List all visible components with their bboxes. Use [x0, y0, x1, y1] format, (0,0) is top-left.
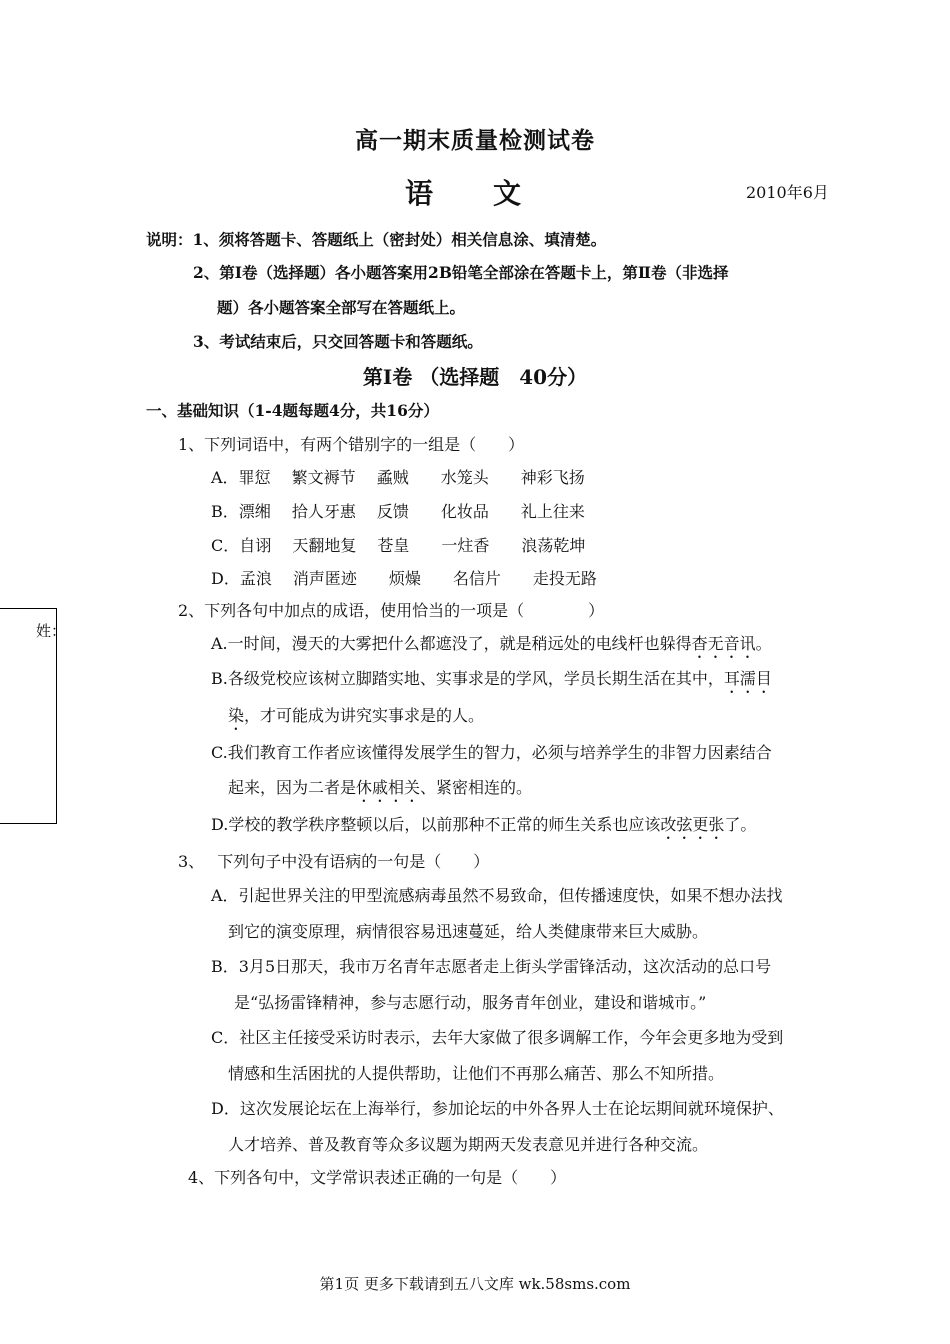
q1-stem: 1、下列词语中，有两个错别字的一组是（ ）	[178, 435, 525, 454]
q1-option-b: B．漂缃 拾人牙惠 反馈 化妆品 礼上往来	[211, 502, 585, 521]
q2-option-c-line2: 起来，因为二者是休戚相关、紧密相连的。	[228, 778, 533, 797]
instructions-line-1: 说明：1、须将答题卡、答题纸上（密封处）相关信息涂、填清楚。	[146, 230, 607, 249]
q3-option-b-line1: B．3月5日那天，我市万名青年志愿者走上街头学雷锋活动，这次活动的总口号	[211, 957, 772, 976]
instructions-line-3: 题）各小题答案全部写在答题纸上。	[217, 298, 466, 317]
q3-option-c-line2: 情感和生活困扰的人提供帮助，让他们不再那么痛苦、那么不知所措。	[228, 1064, 725, 1083]
q2-option-d: D.学校的教学秩序整顿以后，以前那种不正常的师生关系也应该改弦更张了。	[211, 815, 757, 834]
q3-option-d-line1: D．这次发展论坛在上海举行，参加论坛的中外各界人士在论坛期间就环境保护、	[211, 1099, 784, 1118]
q2-option-a: A.一时间，漫天的大雾把什么都遮没了，就是稍远处的电线杆也躲得杳无音讯。	[211, 634, 772, 653]
q4-stem: 4、下列各句中，文学常识表述正确的一句是（ ）	[188, 1168, 567, 1187]
part-title: 一、基础知识（1-4题每题4分，共16分）	[146, 401, 439, 420]
exam-title: 高一期末质量检测试卷	[355, 127, 595, 154]
name-label: 姓：	[36, 622, 67, 640]
q1-option-a: A．罪愆 繁文褥节 蟊贼 水笼头 神彩飞扬	[211, 468, 585, 487]
q2-stem: 2、下列各句中加点的成语，使用恰当的一项是（ ）	[178, 601, 605, 620]
q3-option-c-line1: C．社区主任接受采访时表示，去年大家做了很多调解工作，今年会更多地为受到	[211, 1028, 784, 1047]
page-footer: 第1页 更多下载请到五八文库 wk.58sms.com	[319, 1275, 631, 1293]
q2-option-b-line1: B.各级党校应该树立脚踏实地、实事求是的学风，学员长期生活在其中，耳濡目	[211, 669, 772, 688]
q1-option-d: D．孟浪 消声匿迹 烦燥 名信片 走投无路	[211, 569, 597, 588]
q3-option-d-line2: 人才培养、普及教育等众多议题为期两天发表意见并进行各种交流。	[228, 1135, 709, 1154]
exam-date: 2010年6月	[746, 183, 829, 202]
instructions-line-2: 2、第Ⅰ卷（选择题）各小题答案用2B铅笔全部涂在答题卡上，第Ⅱ卷（非选择	[193, 263, 729, 282]
q3-option-a-line1: A．引起世界关注的甲型流感病毒虽然不易致命，但传播速度快，如果不想办法找	[211, 886, 783, 905]
q2-option-c-line1: C.我们教育工作者应该懂得发展学生的智力，必须与培养学生的非智力因素结合	[211, 743, 772, 762]
subject-title: 语文	[405, 177, 582, 210]
q1-option-c: C．自诩 天翻地复 苍皇 一炷香 浪荡乾坤	[211, 536, 586, 555]
section-title: 第Ⅰ卷 （选择题 40分）	[362, 365, 588, 389]
instructions-line-4: 3、考试结束后，只交回答题卡和答题纸。	[193, 332, 483, 351]
q2-option-b-line2: 染，才可能成为讲究实事求是的人。	[228, 706, 485, 725]
q3-option-b-line2: 是“弘扬雷锋精神，参与志愿行动，服务青年创业，建设和谐城市。”	[234, 993, 707, 1012]
q3-option-a-line2: 到它的演变原理，病情很容易迅速蔓延，给人类健康带来巨大威胁。	[228, 922, 709, 941]
q3-stem: 3、 下列句子中没有语病的一句是（ ）	[178, 852, 490, 871]
